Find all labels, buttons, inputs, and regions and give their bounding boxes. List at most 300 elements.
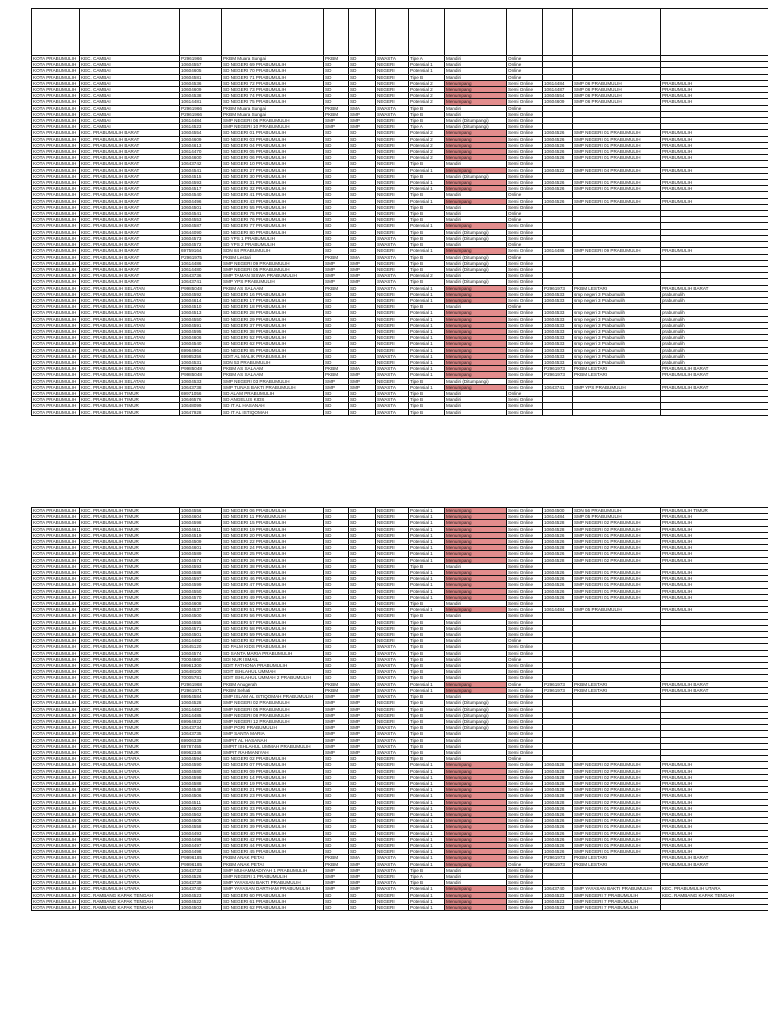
cell-zona[interactable]: Menumpang	[445, 366, 507, 372]
cell-kota[interactable]: KOTA PRABUMULIH	[32, 508, 80, 514]
cell-wilayah[interactable]: PRABUMULIH	[661, 799, 768, 805]
cell-wilayah[interactable]: PRABUMULIH	[661, 180, 768, 186]
cell-kota[interactable]: KOTA PRABUMULIH	[32, 229, 80, 235]
cell-npsn[interactable]: 10604588	[180, 780, 222, 786]
cell-jenjang[interactable]: SD	[324, 663, 349, 669]
cell-nama_sekolah[interactable]: PKBM ANAK PETAI	[222, 861, 324, 867]
cell-kecamatan[interactable]: KEC. PRABUMULIH TIMUR	[80, 700, 180, 706]
cell-kecamatan[interactable]: KEC. PRABUMULIH TIMUR	[80, 650, 180, 656]
cell-jenjang[interactable]: SD	[324, 291, 349, 297]
cell-mode[interactable]: Semi Online	[507, 650, 543, 656]
cell-nama_sekolah[interactable]: SDI NUR ISMAIL	[222, 656, 324, 662]
cell-kecamatan[interactable]: KEC. PRABUMULIH BARAT	[80, 279, 180, 285]
cell-zona[interactable]: Menumpang	[445, 155, 507, 161]
cell-jenjang[interactable]: SD	[324, 161, 349, 167]
cell-npsn_tujuan[interactable]: 10604526	[543, 594, 573, 600]
cell-npsn[interactable]: 10604541	[180, 211, 222, 217]
cell-status[interactable]: NEGERI	[376, 768, 409, 774]
cell-zona[interactable]: Mandiri	[445, 409, 507, 415]
cell-npsn_tujuan[interactable]: 10604533	[543, 328, 573, 334]
cell-npsn_tujuan[interactable]: 10604526	[543, 130, 573, 136]
cell-kota[interactable]: KOTA PRABUMULIH	[32, 551, 80, 557]
cell-kecamatan[interactable]: KEC. PRABUMULIH BARAT	[80, 167, 180, 173]
cell-mode[interactable]: Semi Online	[507, 124, 543, 130]
cell-mode[interactable]: Online	[507, 254, 543, 260]
cell-npsn[interactable]: 10614470	[180, 149, 222, 155]
cell-status[interactable]: NEGERI	[376, 180, 409, 186]
cell-sekolah_tujuan[interactable]: SMP YPS PRABUMULIH	[573, 384, 661, 390]
cell-kategori[interactable]: Potensial 1	[409, 167, 445, 173]
cell-kota[interactable]: KOTA PRABUMULIH	[32, 849, 80, 855]
cell-kota[interactable]: KOTA PRABUMULIH	[32, 149, 80, 155]
cell-npsn[interactable]: 10604503	[180, 905, 222, 911]
cell-mode[interactable]: Online	[507, 192, 543, 198]
cell-zona[interactable]: Mandiri	[445, 74, 507, 80]
cell-zona[interactable]: Mandiri (Ditumpangi)	[445, 124, 507, 130]
cell-kategori[interactable]: Potensial 1	[409, 223, 445, 229]
cell-status[interactable]: SWASTA	[376, 731, 409, 737]
cell-status[interactable]: NEGERI	[376, 68, 409, 74]
cell-kategori[interactable]: Tipe B	[409, 279, 445, 285]
cell-jenjang[interactable]: SD	[324, 836, 349, 842]
cell-kategori[interactable]: Tipe B	[409, 756, 445, 762]
cell-kecamatan[interactable]: KEC. PRABUMULIH BARAT	[80, 273, 180, 279]
cell-npsn[interactable]: 10604533	[180, 378, 222, 384]
cell-bentuk[interactable]: SD	[349, 594, 376, 600]
cell-bentuk[interactable]: SD	[349, 316, 376, 322]
cell-sekolah_tujuan[interactable]: SMP NEGERI 01 PRABUMULIH	[573, 180, 661, 186]
cell-jenjang[interactable]: PKBM	[324, 855, 349, 861]
cell-jenjang[interactable]: PKBM	[324, 111, 349, 117]
cell-status[interactable]: NEGERI	[376, 229, 409, 235]
cell-sekolah_tujuan[interactable]: SMP NEGERI 01 PRABUMULIH	[573, 582, 661, 588]
cell-jenjang[interactable]: SD	[324, 563, 349, 569]
cell-nama_sekolah[interactable]: SD NEGERI 10 PRABUMULIH	[222, 161, 324, 167]
cell-mode[interactable]: Semi Online	[507, 397, 543, 403]
cell-zona[interactable]: Mandiri	[445, 650, 507, 656]
cell-sekolah_tujuan[interactable]: SMP NEGERI 01 PRABUMULIH	[573, 830, 661, 836]
cell-npsn_tujuan[interactable]: 10604533	[543, 297, 573, 303]
cell-zona[interactable]: Menumpang	[445, 842, 507, 848]
cell-kategori[interactable]: Potensial 1	[409, 898, 445, 904]
cell-kota[interactable]: KOTA PRABUMULIH	[32, 310, 80, 316]
cell-kategori[interactable]: Potensial 1	[409, 582, 445, 588]
cell-kota[interactable]: KOTA PRABUMULIH	[32, 173, 80, 179]
cell-kategori[interactable]: Potensial 1	[409, 768, 445, 774]
cell-kota[interactable]: KOTA PRABUMULIH	[32, 74, 80, 80]
cell-kecamatan[interactable]: KEC. PRABUMULIH UTARA	[80, 811, 180, 817]
cell-status[interactable]: NEGERI	[376, 93, 409, 99]
cell-sekolah_tujuan[interactable]: PKBM LESTARI	[573, 372, 661, 378]
cell-kecamatan[interactable]: KEC. PRABUMULIH SELATAN	[80, 304, 180, 310]
cell-kategori[interactable]: Potensial 1	[409, 762, 445, 768]
cell-mode[interactable]: Online	[507, 62, 543, 68]
cell-kategori[interactable]: Potensial 1	[409, 842, 445, 848]
cell-zona[interactable]: Menumpang	[445, 799, 507, 805]
cell-zona[interactable]: Mandiri	[445, 304, 507, 310]
cell-nama_sekolah[interactable]: SMP SANTA MARIA	[222, 731, 324, 737]
cell-status[interactable]: NEGERI	[376, 576, 409, 582]
cell-npsn[interactable]: 10604497	[180, 842, 222, 848]
cell-nama_sekolah[interactable]: SD NEGERI 02 PRABUMULIH	[222, 756, 324, 762]
cell-kota[interactable]: KOTA PRABUMULIH	[32, 291, 80, 297]
cell-kategori[interactable]: Potensial 1	[409, 291, 445, 297]
cell-zona[interactable]: Menumpang	[445, 607, 507, 613]
cell-sekolah_tujuan[interactable]: SMP NEGERI 01 PRABUMULIH	[573, 539, 661, 545]
cell-wilayah[interactable]: PRABUMULIH	[661, 520, 768, 526]
cell-kota[interactable]: KOTA PRABUMULIH	[32, 353, 80, 359]
cell-jenjang[interactable]: SD	[324, 787, 349, 793]
cell-sekolah_tujuan[interactable]: SMP 06 PRABUMULIH	[573, 80, 661, 86]
cell-zona[interactable]: Mandiri (Ditumpangi)	[445, 378, 507, 384]
cell-bentuk[interactable]: SD	[349, 756, 376, 762]
cell-kota[interactable]: KOTA PRABUMULIH	[32, 694, 80, 700]
cell-zona[interactable]: Mandiri	[445, 743, 507, 749]
cell-mode[interactable]: Semi Online	[507, 273, 543, 279]
cell-zona[interactable]: Mandiri (Ditumpangi)	[445, 235, 507, 241]
cell-bentuk[interactable]: SD	[349, 347, 376, 353]
cell-bentuk[interactable]: SMP	[349, 124, 376, 130]
cell-kecamatan[interactable]: KEC. CAMBAI	[80, 93, 180, 99]
cell-kota[interactable]: KOTA PRABUMULIH	[32, 366, 80, 372]
cell-kota[interactable]: KOTA PRABUMULIH	[32, 712, 80, 718]
cell-kecamatan[interactable]: KEC. PRABUMULIH UTARA	[80, 861, 180, 867]
cell-mode[interactable]: Online	[507, 74, 543, 80]
cell-jenjang[interactable]: SD	[324, 898, 349, 904]
cell-nama_sekolah[interactable]: SD NEGERI 62 PRABUMULIH	[222, 341, 324, 347]
cell-kategori[interactable]: Tipe B	[409, 737, 445, 743]
cell-npsn[interactable]: 10648099	[180, 403, 222, 409]
cell-mode[interactable]: Semi Online	[507, 669, 543, 675]
cell-kecamatan[interactable]: KEC. PRABUMULIH SELATAN	[80, 372, 180, 378]
cell-npsn[interactable]: 10604588	[180, 570, 222, 576]
cell-nama_sekolah[interactable]: SD NEGERI 50 PRABUMULIH	[222, 601, 324, 607]
cell-npsn[interactable]: 69787455	[180, 743, 222, 749]
cell-wilayah[interactable]: KEC. PRABUMULIH UTARA	[661, 886, 768, 892]
cell-kategori[interactable]: Potensial 1	[409, 366, 445, 372]
cell-jenjang[interactable]: SD	[324, 768, 349, 774]
cell-status[interactable]: SWASTA	[376, 749, 409, 755]
cell-nama_sekolah[interactable]: SD SANTA MARIA PRABUMULIH	[222, 650, 324, 656]
cell-jenjang[interactable]: SD	[324, 316, 349, 322]
cell-npsn[interactable]: 10604601	[180, 545, 222, 551]
cell-mode[interactable]: Semi Online	[507, 588, 543, 594]
cell-nama_sekolah[interactable]: SD NEGERI 37 PRABUMULIH	[222, 322, 324, 328]
cell-mode[interactable]: Semi Online	[507, 378, 543, 384]
cell-kategori[interactable]: Potensial 1	[409, 588, 445, 594]
cell-sekolah_tujuan[interactable]: SMP NEGERI 02 PRABUMULIH	[573, 520, 661, 526]
cell-bentuk[interactable]: SMP	[349, 737, 376, 743]
cell-mode[interactable]: Online	[507, 638, 543, 644]
cell-bentuk[interactable]: SMP	[349, 111, 376, 117]
cell-kecamatan[interactable]: KEC. PRABUMULIH BARAT	[80, 136, 180, 142]
cell-kota[interactable]: KOTA PRABUMULIH	[32, 861, 80, 867]
cell-mode[interactable]: Semi Online	[507, 310, 543, 316]
cell-kecamatan[interactable]: KEC. CAMBAI	[80, 99, 180, 105]
cell-jenjang[interactable]: SD	[324, 248, 349, 254]
cell-sekolah_tujuan[interactable]: SMP 06 PRABUMULIH	[573, 87, 661, 93]
cell-jenjang[interactable]: SD	[324, 539, 349, 545]
cell-kota[interactable]: KOTA PRABUMULIH	[32, 669, 80, 675]
cell-npsn[interactable]: 10604555	[180, 619, 222, 625]
cell-kecamatan[interactable]: KEC. PRABUMULIH TIMUR	[80, 601, 180, 607]
cell-nama_sekolah[interactable]: SD NEGERI 15 PRABUMULIH	[222, 520, 324, 526]
cell-sekolah_tujuan[interactable]: SMP NEGERI 02 PRABUMULIH	[573, 526, 661, 532]
cell-kategori[interactable]: Tipe B	[409, 650, 445, 656]
cell-kota[interactable]: KOTA PRABUMULIH	[32, 118, 80, 124]
cell-kota[interactable]: KOTA PRABUMULIH	[32, 130, 80, 136]
cell-nama_sekolah[interactable]: SD NEGERI 30 PRABUMULIH	[222, 173, 324, 179]
cell-kecamatan[interactable]: KEC. PRABUMULIH UTARA	[80, 799, 180, 805]
cell-bentuk[interactable]: SMP	[349, 749, 376, 755]
cell-kecamatan[interactable]: KEC. PRABUMULIH TIMUR	[80, 551, 180, 557]
cell-kategori[interactable]: Tipe B	[409, 625, 445, 631]
cell-npsn[interactable]: 10604509	[180, 539, 222, 545]
cell-nama_sekolah[interactable]: SD NEGERI 41 PRABUMULIH	[222, 192, 324, 198]
cell-bentuk[interactable]: SD	[349, 62, 376, 68]
cell-status[interactable]: NEGERI	[376, 545, 409, 551]
cell-bentuk[interactable]: SD	[349, 322, 376, 328]
cell-wilayah[interactable]: prabumulih	[661, 353, 768, 359]
cell-sekolah_tujuan[interactable]: SMP NEGERI 7 PRABUMULIH	[573, 905, 661, 911]
cell-wilayah[interactable]: PRABUMULIH	[661, 87, 768, 93]
cell-npsn[interactable]: 10643740	[180, 886, 222, 892]
cell-kota[interactable]: KOTA PRABUMULIH	[32, 87, 80, 93]
cell-kategori[interactable]: Potensial 2	[409, 93, 445, 99]
cell-jenjang[interactable]: SD	[324, 508, 349, 514]
cell-kategori[interactable]: Tipe B	[409, 378, 445, 384]
cell-kategori[interactable]: Tipe B	[409, 644, 445, 650]
cell-jenjang[interactable]: SMP	[324, 712, 349, 718]
cell-kecamatan[interactable]: KEC. PRABUMULIH TIMUR	[80, 687, 180, 693]
cell-kecamatan[interactable]: KEC. PRABUMULIH SELATAN	[80, 384, 180, 390]
cell-bentuk[interactable]: SMA	[349, 254, 376, 260]
cell-kecamatan[interactable]: KEC. PRABUMULIH SELATAN	[80, 378, 180, 384]
cell-nama_sekolah[interactable]: SMP NEGERI 1 PRABUMULIH	[222, 873, 324, 879]
cell-zona[interactable]: Menumpang	[445, 347, 507, 353]
cell-sekolah_tujuan[interactable]: SMP NEGERI 02 PRABUMULIH	[573, 799, 661, 805]
cell-wilayah[interactable]: PRABUMULIH	[661, 805, 768, 811]
cell-mode[interactable]: Semi Online	[507, 279, 543, 285]
cell-status[interactable]: NEGERI	[376, 830, 409, 836]
cell-kota[interactable]: KOTA PRABUMULIH	[32, 886, 80, 892]
cell-kategori[interactable]: Tipe B	[409, 304, 445, 310]
cell-jenjang[interactable]: SMP	[324, 743, 349, 749]
cell-wilayah[interactable]: PRABUMULIH	[661, 167, 768, 173]
cell-mode[interactable]: Semi Online	[507, 694, 543, 700]
cell-wilayah[interactable]: PRABUMULIH	[661, 780, 768, 786]
cell-kota[interactable]: KOTA PRABUMULIH	[32, 161, 80, 167]
cell-kategori[interactable]: Potensial 2	[409, 87, 445, 93]
cell-bentuk[interactable]: SD	[349, 638, 376, 644]
cell-kota[interactable]: KOTA PRABUMULIH	[32, 576, 80, 582]
cell-status[interactable]: NEGERI	[376, 619, 409, 625]
cell-zona[interactable]: Mandiri (Ditumpangi)	[445, 118, 507, 124]
cell-npsn[interactable]: 10604591	[180, 322, 222, 328]
cell-bentuk[interactable]: SD	[349, 87, 376, 93]
cell-status[interactable]: NEGERI	[376, 638, 409, 644]
cell-jenjang[interactable]: SD	[324, 409, 349, 415]
cell-kota[interactable]: KOTA PRABUMULIH	[32, 198, 80, 204]
cell-bentuk[interactable]: SD	[349, 242, 376, 248]
cell-jenjang[interactable]: SD	[324, 830, 349, 836]
cell-sekolah_tujuan[interactable]: SMP NEGERI 01 PRABUMULIH	[573, 155, 661, 161]
cell-kategori[interactable]: Tipe B	[409, 731, 445, 737]
cell-nama_sekolah[interactable]: SD NEGERI 24 PRABUMULIH	[222, 545, 324, 551]
cell-mode[interactable]: Semi Online	[507, 749, 543, 755]
cell-jenjang[interactable]: SD	[324, 824, 349, 830]
cell-jenjang[interactable]: SD	[324, 304, 349, 310]
cell-jenjang[interactable]: PKBM	[324, 861, 349, 867]
cell-nama_sekolah[interactable]: SD NEGERI 19 PRABUMULIH	[222, 526, 324, 532]
cell-status[interactable]: NEGERI	[376, 873, 409, 879]
cell-zona[interactable]: Mandiri	[445, 880, 507, 886]
cell-kategori[interactable]: Potensial 1	[409, 532, 445, 538]
cell-kategori[interactable]: Tipe B	[409, 260, 445, 266]
cell-kecamatan[interactable]: KEC. PRABUMULIH BARAT	[80, 161, 180, 167]
cell-npsn_tujuan[interactable]: 10614487	[543, 87, 573, 93]
cell-kecamatan[interactable]: KEC. PRABUMULIH TIMUR	[80, 694, 180, 700]
cell-mode[interactable]: Semi Online	[507, 799, 543, 805]
cell-status[interactable]: NEGERI	[376, 211, 409, 217]
cell-zona[interactable]: Mandiri	[445, 656, 507, 662]
cell-status[interactable]: NEGERI	[376, 539, 409, 545]
cell-status[interactable]: NEGERI	[376, 793, 409, 799]
cell-kota[interactable]: KOTA PRABUMULIH	[32, 322, 80, 328]
cell-mode[interactable]: Semi Online	[507, 793, 543, 799]
cell-status[interactable]: NEGERI	[376, 811, 409, 817]
cell-npsn[interactable]: 10604572	[180, 242, 222, 248]
cell-kategori[interactable]: Tipe B	[409, 111, 445, 117]
cell-status[interactable]: NEGERI	[376, 588, 409, 594]
cell-bentuk[interactable]: SD	[349, 551, 376, 557]
cell-kecamatan[interactable]: KEC. PRABUMULIH BARAT	[80, 204, 180, 210]
cell-zona[interactable]: Menumpang	[445, 588, 507, 594]
cell-sekolah_tujuan[interactable]: SMP NEGERI 01 PRABUMULIH	[573, 842, 661, 848]
cell-kecamatan[interactable]: KEC. PRABUMULIH BARAT	[80, 223, 180, 229]
cell-status[interactable]: NEGERI	[376, 62, 409, 68]
cell-npsn[interactable]: 10604537	[180, 607, 222, 613]
cell-bentuk[interactable]: SD	[349, 787, 376, 793]
cell-bentuk[interactable]: SD	[349, 526, 376, 532]
cell-sekolah_tujuan[interactable]: SMP 06 PRABUMULIH	[573, 99, 661, 105]
cell-bentuk[interactable]: SD	[349, 905, 376, 911]
cell-jenjang[interactable]: SD	[324, 675, 349, 681]
cell-bentuk[interactable]: SD	[349, 576, 376, 582]
cell-npsn[interactable]: 10604536	[180, 80, 222, 86]
cell-npsn_tujuan[interactable]: 10604526	[543, 811, 573, 817]
cell-nama_sekolah[interactable]: PKBM AS SALAAM	[222, 372, 324, 378]
cell-kategori[interactable]: Potensial 1	[409, 539, 445, 545]
cell-npsn_tujuan[interactable]: P2961973	[543, 372, 573, 378]
cell-jenjang[interactable]: SMP	[324, 867, 349, 873]
cell-npsn_tujuan[interactable]: 10604533	[543, 316, 573, 322]
cell-kota[interactable]: KOTA PRABUMULIH	[32, 594, 80, 600]
cell-npsn_tujuan[interactable]: 10604528	[543, 762, 573, 768]
cell-mode[interactable]: Semi Online	[507, 905, 543, 911]
cell-kota[interactable]: KOTA PRABUMULIH	[32, 124, 80, 130]
cell-mode[interactable]: Semi Online	[507, 328, 543, 334]
cell-mode[interactable]: Online	[507, 681, 543, 687]
cell-kategori[interactable]: Potensial 1	[409, 62, 445, 68]
cell-kota[interactable]: KOTA PRABUMULIH	[32, 217, 80, 223]
cell-jenjang[interactable]: SD	[324, 638, 349, 644]
cell-npsn[interactable]: 10604531	[180, 359, 222, 365]
cell-jenjang[interactable]: SMP	[324, 731, 349, 737]
cell-nama_sekolah[interactable]: PKBM Sehati	[222, 687, 324, 693]
cell-npsn[interactable]: 10604506	[180, 793, 222, 799]
cell-kota[interactable]: KOTA PRABUMULIH	[32, 787, 80, 793]
cell-nama_sekolah[interactable]: SMP TUNAS BAKTI PRABUMULIH	[222, 384, 324, 390]
cell-npsn_tujuan[interactable]: 10604609	[543, 99, 573, 105]
cell-wilayah[interactable]: prabumulih	[661, 291, 768, 297]
cell-wilayah[interactable]: PRABUMULIH	[661, 149, 768, 155]
cell-npsn[interactable]: 10604609	[180, 87, 222, 93]
cell-npsn_tujuan[interactable]: 10604526	[543, 576, 573, 582]
cell-zona[interactable]: Menumpang	[445, 180, 507, 186]
cell-sekolah_tujuan[interactable]: SMP NEGERI 02 PRABUMULIH	[573, 762, 661, 768]
cell-jenjang[interactable]: SD	[324, 130, 349, 136]
cell-kategori[interactable]: Potensial 2	[409, 80, 445, 86]
cell-bentuk[interactable]: SD	[349, 285, 376, 291]
cell-nama_sekolah[interactable]: SD NEGERI 58 PRABUMULIH	[222, 625, 324, 631]
cell-npsn[interactable]: 10604498	[180, 849, 222, 855]
cell-nama_sekolah[interactable]: SD NEGERI 75 PRABUMULIH	[222, 99, 324, 105]
cell-nama_sekolah[interactable]: SDIT AL MALIK PRABUMULIH	[222, 353, 324, 359]
cell-jenjang[interactable]: SMP	[324, 706, 349, 712]
cell-kota[interactable]: KOTA PRABUMULIH	[32, 656, 80, 662]
cell-kecamatan[interactable]: KEC. PRABUMULIH SELATAN	[80, 335, 180, 341]
cell-bentuk[interactable]: SD	[349, 80, 376, 86]
cell-kategori[interactable]: Potensial 1	[409, 328, 445, 334]
cell-kota[interactable]: KOTA PRABUMULIH	[32, 780, 80, 786]
cell-nama_sekolah[interactable]: SD YPS 2 PRABUMULIH	[222, 242, 324, 248]
cell-sekolah_tujuan[interactable]: PKBM LESTARI	[573, 681, 661, 687]
cell-mode[interactable]: Semi Online	[507, 675, 543, 681]
cell-nama_sekolah[interactable]: SD NEGERI 29 PRABUMULIH	[222, 316, 324, 322]
cell-zona[interactable]: Menumpang	[445, 80, 507, 86]
cell-mode[interactable]: Semi Online	[507, 248, 543, 254]
cell-zona[interactable]: Menumpang	[445, 130, 507, 136]
cell-npsn[interactable]: 10604562	[180, 811, 222, 817]
cell-zona[interactable]: Menumpang	[445, 687, 507, 693]
cell-wilayah[interactable]: prabumulih	[661, 316, 768, 322]
cell-kategori[interactable]: Potensial 1	[409, 297, 445, 303]
cell-kecamatan[interactable]: KEC. PRABUMULIH SELATAN	[80, 353, 180, 359]
cell-kecamatan[interactable]: KEC. PRABUMULIH TIMUR	[80, 712, 180, 718]
cell-kecamatan[interactable]: KEC. PRABUMULIH SELATAN	[80, 347, 180, 353]
cell-status[interactable]: NEGERI	[376, 570, 409, 576]
cell-wilayah[interactable]: PRABUMULIH	[661, 248, 768, 254]
cell-bentuk[interactable]: SD	[349, 161, 376, 167]
cell-kecamatan[interactable]: KEC. PRABUMULIH BARAT	[80, 254, 180, 260]
cell-status[interactable]: NEGERI	[376, 787, 409, 793]
cell-nama_sekolah[interactable]: SMP NEGERI 06 PRABUMULIH	[222, 118, 324, 124]
cell-kota[interactable]: KOTA PRABUMULIH	[32, 279, 80, 285]
cell-npsn[interactable]: 10604587	[180, 223, 222, 229]
cell-wilayah[interactable]: prabumulih	[661, 347, 768, 353]
cell-kota[interactable]: KOTA PRABUMULIH	[32, 384, 80, 390]
cell-zona[interactable]: Menumpang	[445, 316, 507, 322]
cell-kota[interactable]: KOTA PRABUMULIH	[32, 155, 80, 161]
cell-kota[interactable]: KOTA PRABUMULIH	[32, 545, 80, 551]
cell-kategori[interactable]: Potensial 1	[409, 322, 445, 328]
cell-mode[interactable]: Semi Online	[507, 341, 543, 347]
cell-sekolah_tujuan[interactable]: SDN 56 PRABUMULIH	[573, 508, 661, 514]
cell-nama_sekolah[interactable]: SD NEGERI 09 PRABUMULIH	[222, 768, 324, 774]
cell-status[interactable]: NEGERI	[376, 99, 409, 105]
cell-kecamatan[interactable]: KEC. PRABUMULIH TIMUR	[80, 625, 180, 631]
